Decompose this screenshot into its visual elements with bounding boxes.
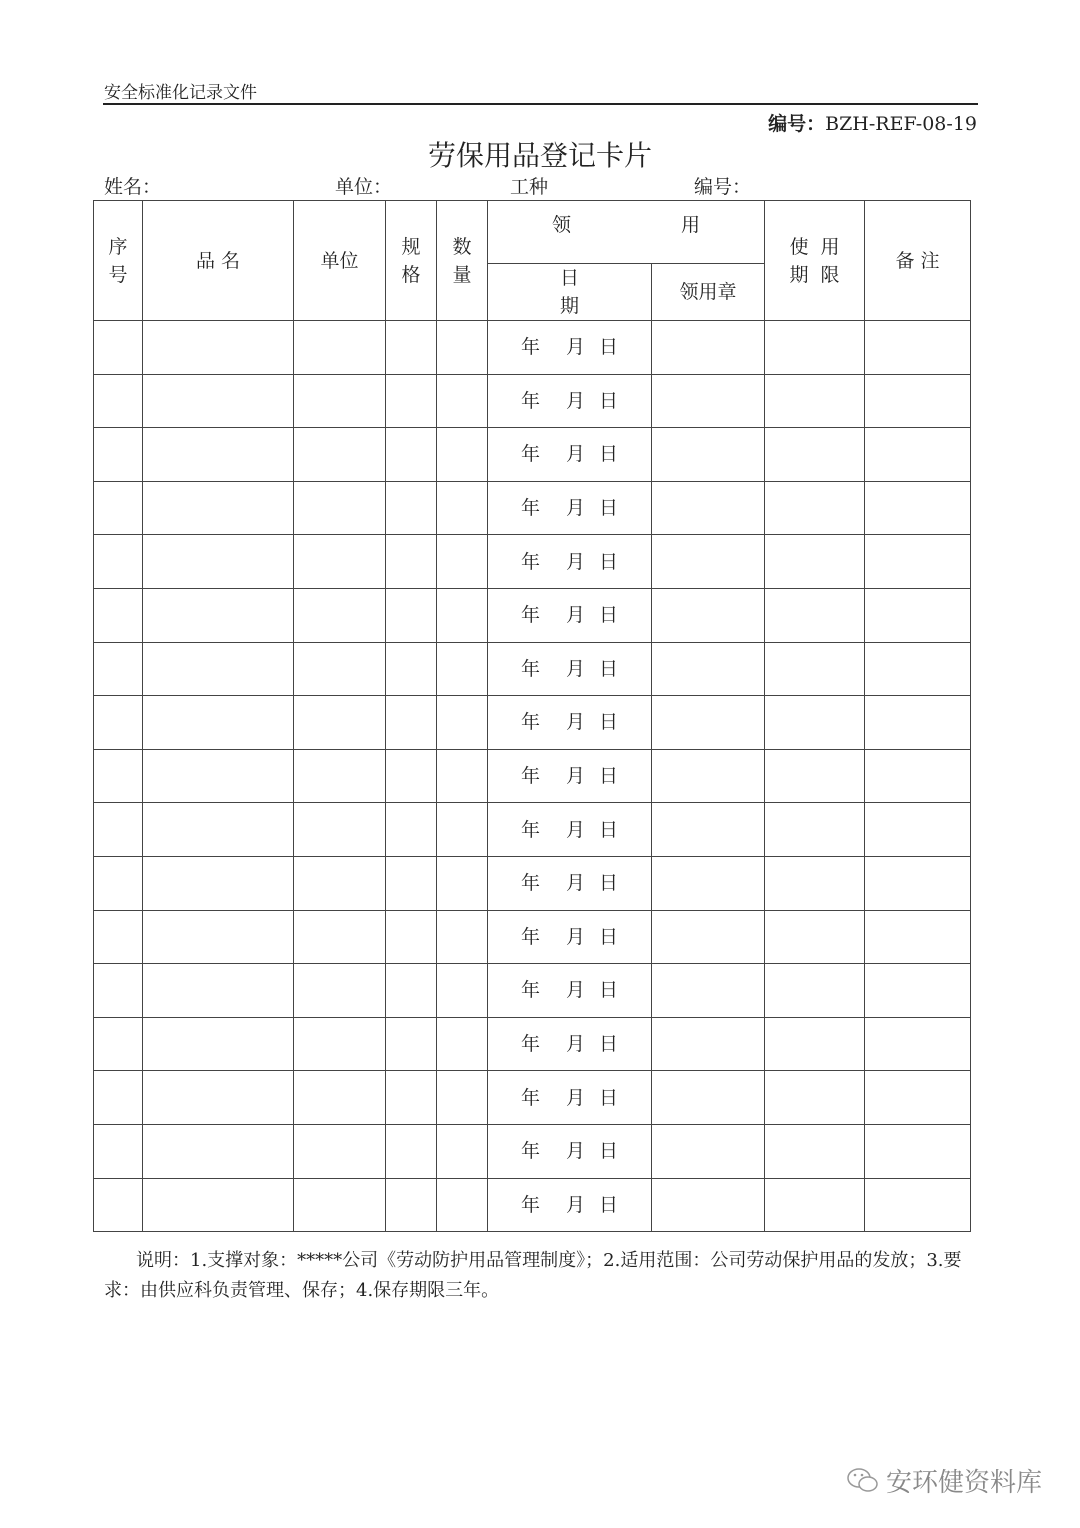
spec-cell[interactable] bbox=[386, 1124, 437, 1178]
date-cell[interactable] bbox=[488, 1017, 652, 1071]
table-row bbox=[94, 588, 971, 642]
remark-cell[interactable] bbox=[865, 803, 971, 857]
unit-cell[interactable] bbox=[294, 428, 386, 482]
header-receive: 领 用 bbox=[488, 201, 765, 264]
year-label: 年 bbox=[520, 979, 540, 1002]
year-label: 年 bbox=[520, 1086, 540, 1109]
usage-period-cell[interactable] bbox=[765, 696, 865, 750]
remark-cell[interactable] bbox=[865, 374, 971, 428]
quantity-cell[interactable] bbox=[437, 428, 488, 482]
item-name-cell[interactable] bbox=[143, 535, 294, 589]
year-label: 年 bbox=[520, 925, 540, 948]
day-label: 日 bbox=[599, 389, 619, 412]
table-row bbox=[94, 321, 971, 375]
unit-cell[interactable] bbox=[294, 1124, 386, 1178]
month-label: 月 bbox=[565, 1086, 585, 1109]
stamp-cell[interactable] bbox=[652, 910, 765, 964]
quantity-cell[interactable] bbox=[437, 374, 488, 428]
seq-cell[interactable] bbox=[94, 803, 143, 857]
unit-label: 单位： bbox=[335, 176, 393, 198]
spec-cell[interactable] bbox=[386, 964, 437, 1018]
number-label: 编号： bbox=[694, 176, 752, 198]
note-text: 说明：1.支撑对象：*****公司《劳动防护用品管理制度》；2.适用范围：公司劳动保护用品的发放；3.要求：由供应科负责管理、保存；4.保存期限三年。 bbox=[104, 1250, 962, 1301]
usage-period-cell[interactable] bbox=[765, 1017, 865, 1071]
day-label: 日 bbox=[599, 1086, 619, 1109]
header-date: 日 期 bbox=[488, 264, 652, 321]
spec-cell[interactable] bbox=[386, 803, 437, 857]
seq-cell[interactable] bbox=[94, 535, 143, 589]
spec-cell[interactable] bbox=[386, 1071, 437, 1125]
usage-period-cell[interactable] bbox=[765, 428, 865, 482]
seq-cell[interactable] bbox=[94, 1178, 143, 1232]
item-name-cell[interactable] bbox=[143, 749, 294, 803]
usage-period-cell[interactable] bbox=[765, 588, 865, 642]
quantity-cell[interactable] bbox=[437, 588, 488, 642]
date-cell[interactable] bbox=[488, 588, 652, 642]
remark-cell[interactable] bbox=[865, 428, 971, 482]
item-name-cell[interactable] bbox=[143, 964, 294, 1018]
year-label: 年 bbox=[520, 1033, 540, 1056]
year-label: 年 bbox=[520, 336, 540, 359]
seq-cell[interactable] bbox=[94, 428, 143, 482]
item-name-cell[interactable] bbox=[143, 1071, 294, 1125]
usage-period-cell[interactable] bbox=[765, 803, 865, 857]
year-label: 年 bbox=[520, 1140, 540, 1163]
header-quantity: 数 量 bbox=[437, 201, 488, 321]
month-label: 月 bbox=[565, 872, 585, 895]
spec-cell[interactable] bbox=[386, 428, 437, 482]
unit-cell[interactable] bbox=[294, 321, 386, 375]
stamp-cell[interactable] bbox=[652, 374, 765, 428]
year-label: 年 bbox=[520, 818, 540, 841]
stamp-cell[interactable] bbox=[652, 1017, 765, 1071]
month-label: 月 bbox=[565, 765, 585, 788]
date-cell[interactable] bbox=[488, 321, 652, 375]
stamp-cell[interactable] bbox=[652, 964, 765, 1018]
remark-cell[interactable] bbox=[865, 642, 971, 696]
item-name-cell[interactable] bbox=[143, 1017, 294, 1071]
watermark bbox=[846, 1462, 1042, 1499]
seq-cell[interactable] bbox=[94, 964, 143, 1018]
item-name-cell[interactable] bbox=[143, 1178, 294, 1232]
seq-cell[interactable] bbox=[94, 321, 143, 375]
remark-cell[interactable] bbox=[865, 1071, 971, 1125]
year-label: 年 bbox=[520, 389, 540, 412]
day-label: 日 bbox=[599, 1193, 619, 1216]
table-row bbox=[94, 910, 971, 964]
quantity-cell[interactable] bbox=[437, 1071, 488, 1125]
document-code bbox=[768, 109, 977, 136]
seq-cell[interactable] bbox=[94, 588, 143, 642]
month-label: 月 bbox=[565, 1033, 585, 1056]
spec-cell[interactable] bbox=[386, 749, 437, 803]
table-row bbox=[94, 481, 971, 535]
usage-period-cell[interactable] bbox=[765, 374, 865, 428]
month-label: 月 bbox=[565, 497, 585, 520]
table-row bbox=[94, 642, 971, 696]
year-label: 年 bbox=[520, 443, 540, 466]
table-row bbox=[94, 428, 971, 482]
remark-cell[interactable] bbox=[865, 481, 971, 535]
quantity-cell[interactable] bbox=[437, 856, 488, 910]
month-label: 月 bbox=[565, 979, 585, 1002]
unit-cell[interactable] bbox=[294, 588, 386, 642]
header-divider bbox=[103, 103, 978, 105]
date-cell[interactable] bbox=[488, 749, 652, 803]
quantity-cell[interactable] bbox=[437, 910, 488, 964]
header-unit: 单位 bbox=[294, 201, 386, 321]
remark-cell[interactable] bbox=[865, 1017, 971, 1071]
remark-cell[interactable] bbox=[865, 856, 971, 910]
day-label: 日 bbox=[599, 765, 619, 788]
seq-cell[interactable] bbox=[94, 642, 143, 696]
date-cell[interactable] bbox=[488, 803, 652, 857]
item-name-cell[interactable] bbox=[143, 803, 294, 857]
item-name-cell[interactable] bbox=[143, 1124, 294, 1178]
spec-cell[interactable] bbox=[386, 1017, 437, 1071]
unit-cell[interactable] bbox=[294, 535, 386, 589]
stamp-cell[interactable] bbox=[652, 803, 765, 857]
watermark-text: 安环健资料库 bbox=[886, 1468, 1043, 1498]
usage-period-cell[interactable] bbox=[765, 642, 865, 696]
date-cell[interactable] bbox=[488, 1071, 652, 1125]
stamp-cell[interactable] bbox=[652, 1178, 765, 1232]
stamp-cell[interactable] bbox=[652, 428, 765, 482]
quantity-cell[interactable] bbox=[437, 642, 488, 696]
seq-cell[interactable] bbox=[94, 856, 143, 910]
remark-cell[interactable] bbox=[865, 749, 971, 803]
unit-cell[interactable] bbox=[294, 749, 386, 803]
document-code-value: BZH-REF-08-19 bbox=[825, 113, 977, 135]
usage-period-cell[interactable] bbox=[765, 1071, 865, 1125]
year-label: 年 bbox=[520, 1193, 540, 1216]
spec-cell[interactable] bbox=[386, 642, 437, 696]
unit-cell[interactable] bbox=[294, 481, 386, 535]
spec-cell[interactable] bbox=[386, 856, 437, 910]
year-label: 年 bbox=[520, 872, 540, 895]
date-cell[interactable] bbox=[488, 856, 652, 910]
date-cell[interactable] bbox=[488, 535, 652, 589]
document-category: 安全标准化记录文件 bbox=[104, 83, 257, 103]
day-label: 日 bbox=[599, 497, 619, 520]
remark-cell[interactable] bbox=[865, 588, 971, 642]
date-cell[interactable] bbox=[488, 642, 652, 696]
year-label: 年 bbox=[520, 711, 540, 734]
spec-cell[interactable] bbox=[386, 910, 437, 964]
year-label: 年 bbox=[520, 550, 540, 573]
day-label: 日 bbox=[599, 872, 619, 895]
job-label: 工种 bbox=[510, 176, 549, 198]
stamp-cell[interactable] bbox=[652, 1124, 765, 1178]
stamp-cell[interactable] bbox=[652, 749, 765, 803]
usage-period-cell[interactable] bbox=[765, 964, 865, 1018]
usage-period-cell[interactable] bbox=[765, 1178, 865, 1232]
year-label: 年 bbox=[520, 497, 540, 520]
year-label: 年 bbox=[520, 657, 540, 680]
day-label: 日 bbox=[599, 925, 619, 948]
name-label: 姓名： bbox=[104, 176, 162, 198]
stamp-cell[interactable] bbox=[652, 696, 765, 750]
unit-cell[interactable] bbox=[294, 1017, 386, 1071]
spec-cell[interactable] bbox=[386, 535, 437, 589]
date-cell[interactable] bbox=[488, 1178, 652, 1232]
stamp-cell[interactable] bbox=[652, 642, 765, 696]
item-name-cell[interactable] bbox=[143, 321, 294, 375]
stamp-cell[interactable] bbox=[652, 535, 765, 589]
stamp-cell[interactable] bbox=[652, 588, 765, 642]
seq-cell[interactable] bbox=[94, 481, 143, 535]
date-cell[interactable] bbox=[488, 910, 652, 964]
table-row bbox=[94, 749, 971, 803]
usage-period-cell[interactable] bbox=[765, 321, 865, 375]
seq-cell[interactable] bbox=[94, 1124, 143, 1178]
year-label: 年 bbox=[520, 604, 540, 627]
table-row bbox=[94, 856, 971, 910]
month-label: 月 bbox=[565, 389, 585, 412]
quantity-cell[interactable] bbox=[437, 803, 488, 857]
month-label: 月 bbox=[565, 1193, 585, 1216]
unit-cell[interactable] bbox=[294, 856, 386, 910]
day-label: 日 bbox=[599, 1033, 619, 1056]
day-label: 日 bbox=[599, 1140, 619, 1163]
spec-cell[interactable] bbox=[386, 374, 437, 428]
unit-cell[interactable] bbox=[294, 642, 386, 696]
header-seq: 序 号 bbox=[94, 201, 143, 321]
date-cell[interactable] bbox=[488, 696, 652, 750]
quantity-cell[interactable] bbox=[437, 1124, 488, 1178]
unit-cell[interactable] bbox=[294, 964, 386, 1018]
header-spec: 规 格 bbox=[386, 201, 437, 321]
table-row bbox=[94, 535, 971, 589]
day-label: 日 bbox=[599, 443, 619, 466]
spec-cell[interactable] bbox=[386, 588, 437, 642]
usage-period-cell[interactable] bbox=[765, 910, 865, 964]
table-row bbox=[94, 696, 971, 750]
seq-cell[interactable] bbox=[94, 1071, 143, 1125]
quantity-cell[interactable] bbox=[437, 481, 488, 535]
item-name-cell[interactable] bbox=[143, 428, 294, 482]
month-label: 月 bbox=[565, 604, 585, 627]
quantity-cell[interactable] bbox=[437, 749, 488, 803]
date-cell[interactable] bbox=[488, 1124, 652, 1178]
stamp-cell[interactable] bbox=[652, 856, 765, 910]
date-cell[interactable] bbox=[488, 964, 652, 1018]
table-row bbox=[94, 1124, 971, 1178]
item-name-cell[interactable] bbox=[143, 696, 294, 750]
seq-cell[interactable] bbox=[94, 696, 143, 750]
quantity-cell[interactable] bbox=[437, 964, 488, 1018]
page-title: 劳保用品登记卡片 bbox=[427, 139, 652, 172]
day-label: 日 bbox=[599, 604, 619, 627]
quantity-cell[interactable] bbox=[437, 321, 488, 375]
day-label: 日 bbox=[599, 657, 619, 680]
unit-cell[interactable] bbox=[294, 1178, 386, 1232]
header-remark: 备 注 bbox=[865, 201, 971, 321]
header-item-name: 品 名 bbox=[143, 201, 294, 321]
quantity-cell[interactable] bbox=[437, 696, 488, 750]
seq-cell[interactable] bbox=[94, 749, 143, 803]
remark-cell[interactable] bbox=[865, 910, 971, 964]
day-label: 日 bbox=[599, 711, 619, 734]
usage-period-cell[interactable] bbox=[765, 481, 865, 535]
unit-cell[interactable] bbox=[294, 374, 386, 428]
month-label: 月 bbox=[565, 1140, 585, 1163]
month-label: 月 bbox=[565, 550, 585, 573]
unit-cell[interactable] bbox=[294, 910, 386, 964]
table-row bbox=[94, 1071, 971, 1125]
table-row bbox=[94, 374, 971, 428]
day-label: 日 bbox=[599, 336, 619, 359]
month-label: 月 bbox=[565, 818, 585, 841]
unit-cell[interactable] bbox=[294, 803, 386, 857]
table-row bbox=[94, 1178, 971, 1232]
year-label: 年 bbox=[520, 765, 540, 788]
spec-cell[interactable] bbox=[386, 1178, 437, 1232]
seq-cell[interactable] bbox=[94, 374, 143, 428]
document-code-label: 编号： bbox=[768, 113, 826, 135]
spec-cell[interactable] bbox=[386, 321, 437, 375]
remark-cell[interactable] bbox=[865, 964, 971, 1018]
seq-cell[interactable] bbox=[94, 910, 143, 964]
unit-cell[interactable] bbox=[294, 696, 386, 750]
stamp-cell[interactable] bbox=[652, 321, 765, 375]
table-row bbox=[94, 1017, 971, 1071]
quantity-cell[interactable] bbox=[437, 1017, 488, 1071]
item-name-cell[interactable] bbox=[143, 481, 294, 535]
quantity-cell[interactable] bbox=[437, 1178, 488, 1232]
unit-cell[interactable] bbox=[294, 1071, 386, 1125]
date-cell[interactable] bbox=[488, 374, 652, 428]
remark-cell[interactable] bbox=[865, 1124, 971, 1178]
registration-table bbox=[93, 200, 971, 1232]
usage-period-cell[interactable] bbox=[765, 749, 865, 803]
table-row bbox=[94, 964, 971, 1018]
header-stamp: 领用章 bbox=[652, 264, 765, 321]
table-row bbox=[94, 803, 971, 857]
month-label: 月 bbox=[565, 657, 585, 680]
usage-period-cell[interactable] bbox=[765, 535, 865, 589]
item-name-cell[interactable] bbox=[143, 588, 294, 642]
item-name-cell[interactable] bbox=[143, 374, 294, 428]
item-name-cell[interactable] bbox=[143, 910, 294, 964]
month-label: 月 bbox=[565, 925, 585, 948]
wechat-icon bbox=[846, 1466, 880, 1496]
stamp-cell[interactable] bbox=[652, 1071, 765, 1125]
remark-cell[interactable] bbox=[865, 321, 971, 375]
quantity-cell[interactable] bbox=[437, 535, 488, 589]
spec-cell[interactable] bbox=[386, 696, 437, 750]
day-label: 日 bbox=[599, 979, 619, 1002]
item-name-cell[interactable] bbox=[143, 856, 294, 910]
remark-cell[interactable] bbox=[865, 696, 971, 750]
seq-cell[interactable] bbox=[94, 1017, 143, 1071]
month-label: 月 bbox=[565, 711, 585, 734]
day-label: 日 bbox=[599, 818, 619, 841]
usage-period-cell[interactable] bbox=[765, 856, 865, 910]
usage-period-cell[interactable] bbox=[765, 1124, 865, 1178]
header-usage-period: 使 用 期 限 bbox=[765, 201, 865, 321]
day-label: 日 bbox=[599, 550, 619, 573]
item-name-cell[interactable] bbox=[143, 642, 294, 696]
stamp-cell[interactable] bbox=[652, 481, 765, 535]
date-cell[interactable] bbox=[488, 428, 652, 482]
date-cell[interactable] bbox=[488, 481, 652, 535]
month-label: 月 bbox=[565, 336, 585, 359]
remark-cell[interactable] bbox=[865, 1178, 971, 1232]
month-label: 月 bbox=[565, 443, 585, 466]
spec-cell[interactable] bbox=[386, 481, 437, 535]
remark-cell[interactable] bbox=[865, 535, 971, 589]
